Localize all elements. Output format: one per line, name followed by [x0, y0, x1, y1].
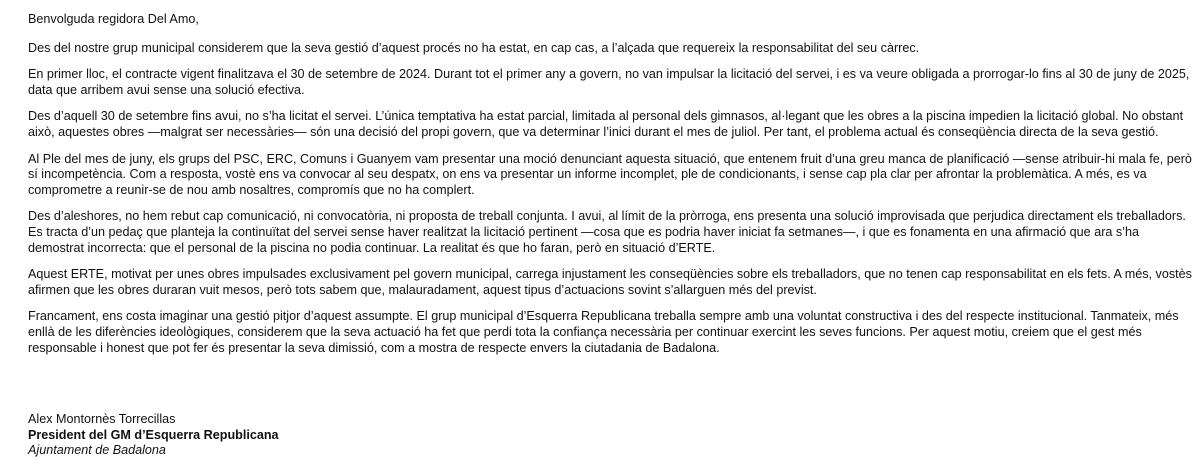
signature-block [28, 412, 279, 459]
letter-paragraph-3: Des d’aquell 30 de setembre fins avui, no s’ha licitat el servei. L’única temptativa ha estat parcial, limitada al personal dels gimnasos, al·legant que les obres a la piscina impedien la licitació global. No obstant això, aquestes obres —malgrat ser necessàries— són una decisió del propi govern, que va determinar l’inici durant el mes de juliol. Per tant, el problema actual és conseqüència directa de la seva gestió. [28, 109, 1184, 139]
letter-paragraph-1: Des del nostre grup municipal considerem que la seva gestió d’aquest procés no ha estat, en cap cas, a l’alçada que requereix la responsabilitat del seu càrrec. [28, 40, 920, 55]
letter-paragraph-4: Al Ple del mes de juny, els grups del PSC, ERC, Comuns i Guanyem vam presentar una moció denunciant aquesta situació, que entenem fruit d’una greu manca de planificació —sense atribuir-hi mala fe, però sí incompetència. Com a resposta, vostè ens va convocar al seu despatx, on ens va presentar un informe incomplet, ple de condicionants, i sense cap pla clar per afrontar la problemàtica. A més, es va comprometre a reunir-se de nou amb nosaltres, compromís que no ha complert. [28, 151, 1192, 197]
letter-paragraph-6: Aquest ERTE, motivat per unes obres impulsades exclusivament pel govern municipal, carrega injustament les conseqüències sobre els treballadors, que no tenen cap responsabilitat en els fets. A més, vostès afirmen que les obres duraran vuit mesos, però tots sabem que, malauradament, aquest tipus d’actuacions sovint s’allarguen més del previst. [28, 267, 1192, 297]
letter-paragraph-7: Francament, ens costa imaginar una gestió pitjor d’aquest assumpte. El grup municipal d’Esquerra Republicana treballa sempre amb una voluntat constructiva i des del respecte institucional. Tanmateix, més enllà de les diferències ideològiques, considerem que la seva actuació ha fet que perdi tota la confiança necessària per continuar exercint les seves funcions. Per aquest motiu, creiem que el gest més responsable i honest que pot fer és presentar la seva dimissió, com a mostra de respecte envers la ciutadania de Badalona. [28, 309, 1179, 355]
letter-paragraph-2: En primer lloc, el contracte vigent finalitzava el 30 de setembre de 2024. Durant tot el primer any a govern, no van impulsar la licitació del servei, i es va veure obligada a prorrogar-lo fins al 30 de juny de 2025, data que arribem avui sense una solució efectiva. [28, 67, 1190, 97]
signatory-organization: Ajuntament de Badalona [28, 443, 166, 458]
letter-paragraph-5: Des d’aleshores, no hem rebut cap comunicació, ni convocatòria, ni proposta de treball conjunta. I avui, al límit de la pròrroga, ens presenta una solució improvisada que perjudica directament els treballadors. Es tracta d’un pedaç que planteja la continuïtat del servei sense haver realitzat la licitació pertinent —cosa que es podria haver iniciat fa setmanes—, i que es fonamenta en una afirmació que ara s’ha demostrat incorrecta: que el personal de la piscina no podia continuar. La realitat és que ho faran, però en situació d’ERTE. [28, 209, 1186, 255]
signatory-role: President del GM d’Esquerra Republicana [28, 427, 279, 442]
letter-greeting: Benvolguda regidora Del Amo, [28, 12, 199, 26]
signatory-name: Alex Montornès Torrecillas [28, 412, 176, 426]
